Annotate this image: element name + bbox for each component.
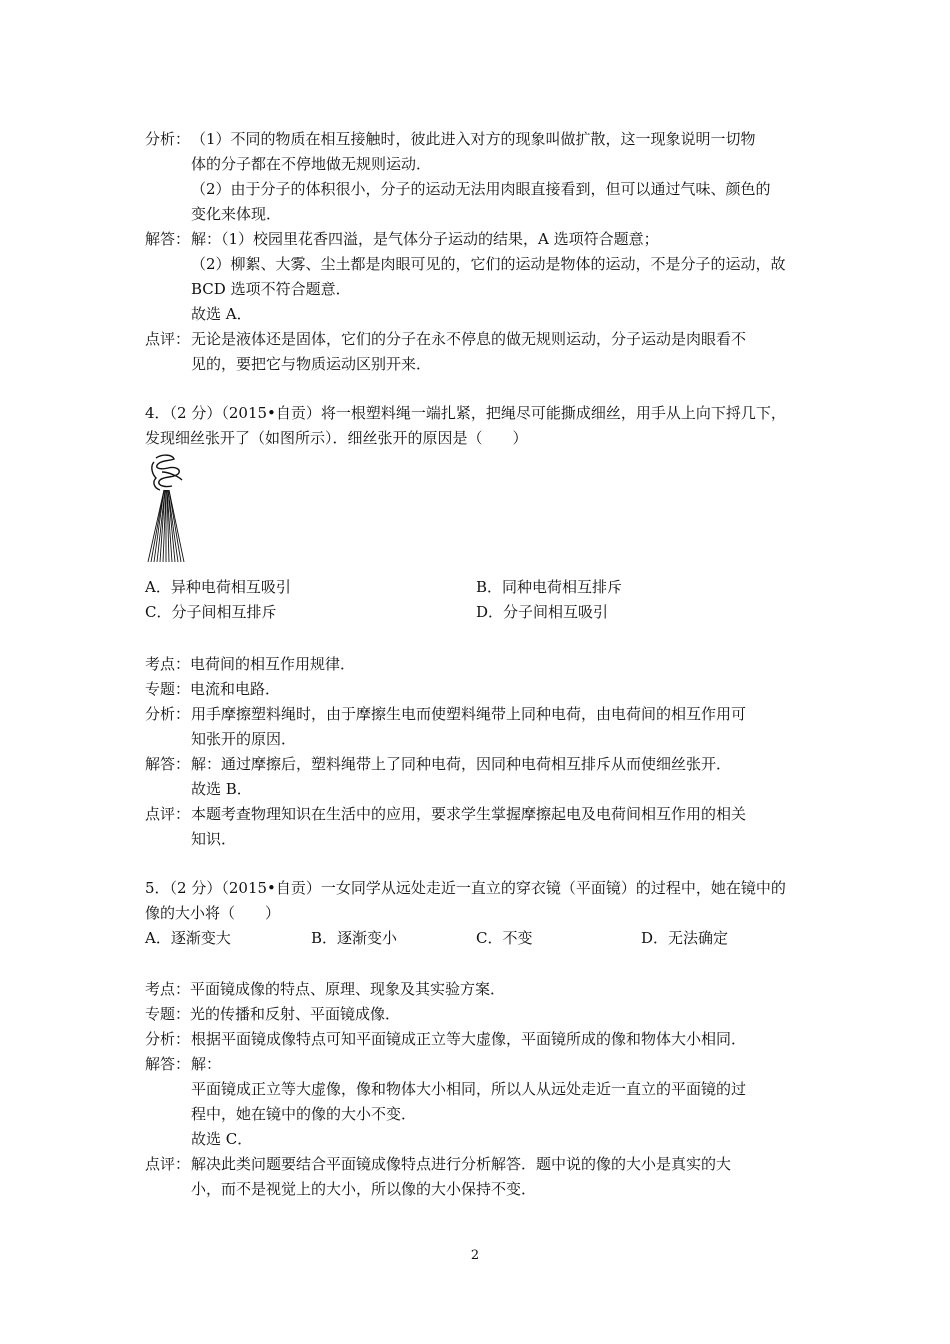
q5-stem-line-2: 像的大小将（ ）	[145, 904, 281, 922]
q4-stem-line-2: 发现细丝张开了（如图所示）．细丝张开的原因是（ ）	[145, 429, 528, 447]
q5-comment-text-1: 解决此类问题要结合平面镜成像特点进行分析解答．题中说的像的大小是真实的大	[191, 1155, 732, 1173]
q3-answer-line-1	[145, 230, 659, 248]
q4-comment-label: 点评：	[145, 805, 191, 823]
q3-answer-label: 解答：	[145, 230, 191, 248]
q5-answer-label: 解答：	[145, 1055, 191, 1073]
q5-topic-label: 专题：	[145, 1005, 191, 1023]
q4-comment-line-1	[145, 805, 746, 823]
q5-point-text: 平面镜成像的特点、原理、现象及其实验方案．	[190, 980, 506, 998]
q5-topic-text: 光的传播和反射、平面镜成像．	[190, 1005, 401, 1023]
q4-comment-line-2: 知识．	[191, 830, 237, 848]
plastic-strands-figure	[142, 452, 194, 564]
q3-analysis-text-1: （1）不同的物质在相互接触时，彼此进入对方的现象叫做扩散，这一现象说明一切物	[191, 130, 756, 148]
q3-analysis-line-2: 体的分子都在不停地做无规则运动．	[191, 155, 432, 173]
q5-answer-line-1	[145, 1055, 221, 1073]
q4-answer-line-2: 故选 B．	[191, 780, 252, 798]
q5-answer-line-2: 平面镜成正立等大虚像，像和物体大小相同，所以人从远处走近一直立的平面镜的过	[191, 1080, 747, 1098]
q3-analysis-line-4: 变化来体现．	[191, 205, 282, 223]
q3-answer-line-4: 故选 A．	[191, 305, 252, 323]
q4-option-c: C．分子间相互排斥	[145, 603, 277, 621]
q5-answer-text-1: 解：	[191, 1055, 222, 1073]
q5-point-line	[145, 980, 505, 998]
q4-topic-label: 专题：	[145, 680, 191, 698]
q3-comment-text-1: 无论是液体还是固体，它们的分子在永不停息的做无规则运动，分子运动是肉眼看不	[191, 330, 747, 348]
q4-option-a: A．异种电荷相互吸引	[145, 578, 291, 596]
q4-option-d: D．分子间相互吸引	[476, 603, 609, 621]
q3-answer-line-2: （2）柳絮、大雾、尘土都是肉眼可见的，它们的运动是物体的运动，不是分子的运动，故	[191, 255, 786, 273]
q3-answer-line-3: BCD 选项不符合题意．	[191, 280, 351, 298]
q3-comment-line-2: 见的，要把它与物质运动区别开来．	[191, 355, 432, 373]
q4-analysis-line-2: 知张开的原因．	[191, 730, 297, 748]
q5-comment-line-1	[145, 1155, 731, 1173]
q5-stem-line-1: 5．（2 分）（2015•自贡）一女同学从远处走近一直立的穿衣镜（平面镜）的过程中，她在镜中的	[145, 879, 786, 897]
q4-topic-text: 电流和电路．	[190, 680, 281, 698]
q4-point-label: 考点：	[145, 655, 191, 673]
q5-analysis-label: 分析：	[145, 1030, 191, 1048]
q4-analysis-label: 分析：	[145, 705, 191, 723]
q5-comment-line-2: 小，而不是视觉上的大小，所以像的大小保持不变．	[191, 1180, 537, 1198]
q3-analysis-line-3: （2）由于分子的体积很小，分子的运动无法用肉眼直接看到，但可以通过气味、颜色的	[191, 180, 771, 198]
q5-analysis-line-1	[145, 1030, 746, 1048]
page-number: 2	[470, 1248, 480, 1263]
q4-option-b: B．同种电荷相互排斥	[476, 578, 623, 596]
q4-topic-line	[145, 680, 280, 698]
q5-answer-line-3: 程中，她在镜中的像的大小不变．	[191, 1105, 417, 1123]
q4-answer-text-1: 解：通过摩擦后，塑料绳带上了同种电荷，因同种电荷相互排斥从而使细丝张开．	[191, 755, 732, 773]
q5-comment-label: 点评：	[145, 1155, 191, 1173]
q5-topic-line	[145, 1005, 400, 1023]
q4-point-line	[145, 655, 355, 673]
q5-analysis-text-1: 根据平面镜成像特点可知平面镜成正立等大虚像，平面镜所成的像和物体大小相同．	[191, 1030, 747, 1048]
q5-option-c: C．不变	[476, 929, 533, 947]
q5-answer-line-4: 故选 C．	[191, 1130, 253, 1148]
q3-comment-label: 点评：	[145, 330, 191, 348]
q4-point-text: 电荷间的相互作用规律．	[190, 655, 356, 673]
q5-point-label: 考点：	[145, 980, 191, 998]
q5-option-a: A．逐渐变大	[145, 929, 231, 947]
q3-analysis-line-1	[145, 130, 756, 148]
q4-analysis-text-1: 用手摩擦塑料绳时，由于摩擦生电而使塑料绳带上同种电荷，由电荷间的相互作用可	[191, 705, 747, 723]
q4-comment-text-1: 本题考查物理知识在生活中的应用，要求学生掌握摩擦起电及电荷间相互作用的相关	[191, 805, 747, 823]
q3-answer-text-1: 解：（1）校园里花香四溢，是气体分子运动的结果，A 选项符合题意；	[191, 230, 659, 248]
q5-option-d: D．无法确定	[641, 929, 729, 947]
q5-option-b: B．逐渐变小	[311, 929, 398, 947]
q3-analysis-label: 分析：	[145, 130, 191, 148]
q4-stem-line-1: 4．（2 分）（2015•自贡）将一根塑料绳一端扎紧，把绳尽可能撕成细丝，用手从上向下捋几下，	[145, 404, 786, 422]
q4-answer-line-1	[145, 755, 731, 773]
q4-analysis-line-1	[145, 705, 746, 723]
q3-comment-line-1	[145, 330, 746, 348]
q4-answer-label: 解答：	[145, 755, 191, 773]
